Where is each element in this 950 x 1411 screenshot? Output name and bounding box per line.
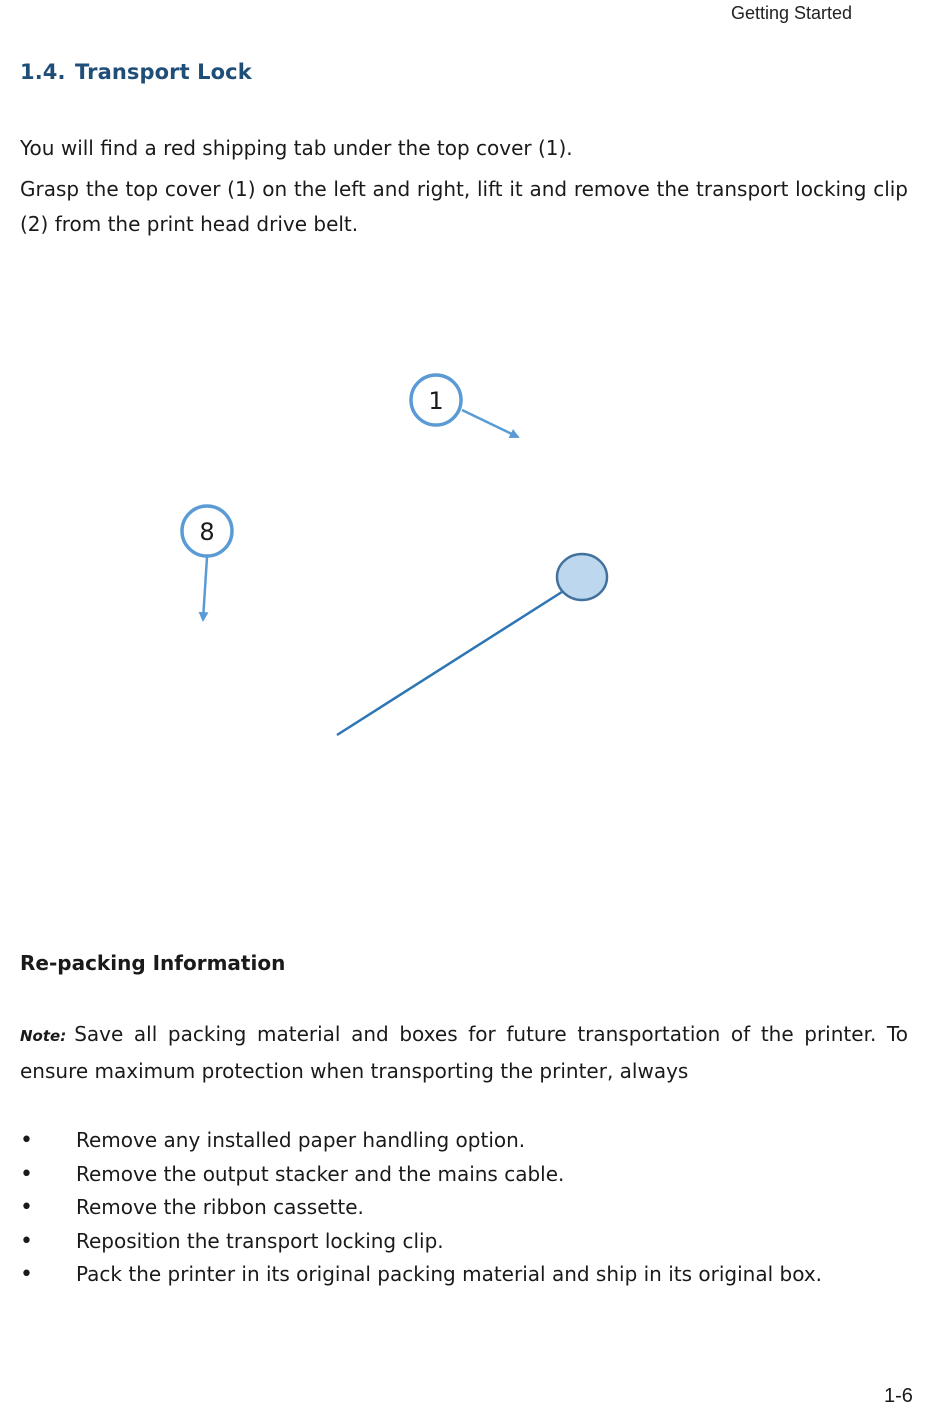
list-item — [20, 1158, 920, 1192]
list-item — [20, 1124, 920, 1158]
list-item — [20, 1225, 920, 1259]
repacking-steps-list — [20, 1124, 920, 1292]
running-header: Getting Started — [731, 3, 853, 23]
bullet-icon: • — [20, 1128, 33, 1153]
callout-8-leader — [203, 557, 207, 620]
page-number: 1-6 — [884, 1385, 913, 1407]
callout-1-leader — [462, 410, 518, 437]
bullet-icon: • — [20, 1228, 33, 1254]
callout-8 — [182, 506, 232, 620]
list-item-text: Remove the output stacker and the mains cable. — [76, 1161, 565, 1186]
list-item-text: Reposition the transport locking clip. — [76, 1228, 444, 1253]
note-text: Save all packing material and boxes for future transportation of the printer. To ensure maximum protection when transporting the printer, always — [20, 1022, 908, 1083]
list-item-text: Remove any installed paper handling option. — [76, 1128, 526, 1152]
list-item — [20, 1191, 920, 1225]
pointer-marker — [337, 554, 607, 735]
repacking-note — [20, 1017, 908, 1089]
section-title: Transport Lock — [75, 60, 252, 84]
section-heading — [20, 60, 252, 84]
transport-lock-figure — [0, 250, 950, 930]
list-item — [20, 1258, 920, 1292]
bullet-icon: • — [20, 1262, 33, 1288]
callout-8-label: 8 — [199, 518, 215, 546]
bullet-icon: • — [20, 1195, 33, 1221]
repacking-heading: Re-packing Information — [20, 951, 286, 975]
callout-1 — [411, 375, 518, 437]
pointer-line — [337, 590, 565, 735]
section-number: 1.4. — [20, 60, 66, 84]
note-label: Note: — [20, 1027, 67, 1045]
pointer-dot — [557, 554, 607, 600]
list-item-text: Pack the printer in its original packing material and ship in its original box. — [76, 1262, 823, 1287]
callout-1-label: 1 — [428, 387, 444, 415]
list-item-text: Remove the ribbon cassette. — [76, 1195, 364, 1220]
paragraph-remove-clip: Grasp the top cover (1) on the left and right, lift it and remove the transport locking clip (2) from the print head drive belt. — [20, 177, 908, 236]
paragraph-shipping-tab: You will find a red shipping tab under the top cover (1). — [20, 136, 573, 160]
bullet-icon: • — [20, 1161, 33, 1187]
